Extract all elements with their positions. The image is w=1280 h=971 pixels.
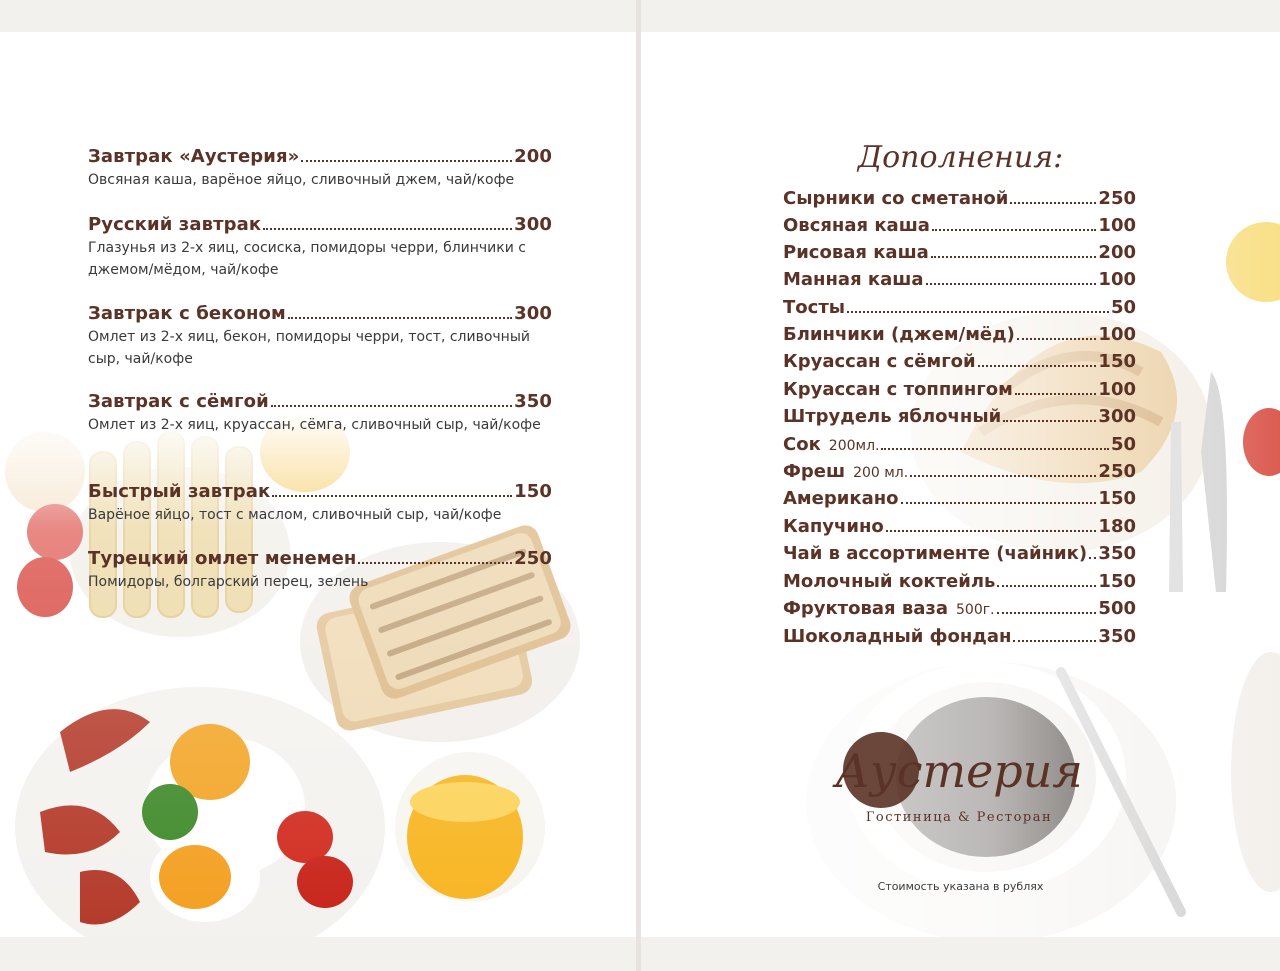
menu-item-description: Овсяная каша, варёное яйцо, сливочный джем, чай/кофе	[88, 172, 515, 188]
leader-dots	[1015, 393, 1097, 395]
extra-item-price: 180	[1098, 516, 1136, 537]
menu-item	[88, 481, 552, 526]
menu-page-left	[0, 32, 636, 937]
extra-item-name: Сок	[783, 434, 821, 455]
leader-dots	[847, 311, 1109, 313]
extra-item	[783, 379, 1136, 400]
leader-dots	[358, 562, 512, 564]
extra-item-name: Круассан с сёмгой	[783, 351, 976, 372]
extra-item-name: Штрудель яблочный	[783, 406, 1002, 427]
leader-dots	[271, 405, 512, 407]
extra-item-price: 100	[1098, 379, 1136, 400]
extra-item-name: Блинчики (джем/мёд)	[783, 324, 1015, 345]
menu-item-description: Помидоры, болгарский перец, зелень	[88, 574, 369, 590]
extra-item-note: 500г.	[956, 602, 995, 618]
menu-item-name: Турецкий омлет менемен	[88, 548, 357, 569]
extra-item-note: 200мл.	[828, 438, 880, 454]
extra-item-price: 50	[1110, 297, 1136, 318]
menu-item-name: Завтрак «Аустерия»	[88, 146, 300, 167]
extra-item	[783, 215, 1136, 236]
menu-item	[88, 548, 552, 593]
menu-item	[88, 303, 552, 370]
extra-item-price: 500	[1098, 598, 1136, 619]
extra-item-name: Шоколадный фондан	[783, 626, 1012, 647]
leader-dots	[263, 228, 512, 230]
leader-dots	[1010, 202, 1096, 204]
extra-item-name: Фреш	[783, 461, 846, 482]
extra-item	[783, 188, 1136, 209]
menu-item	[88, 391, 552, 436]
price-note: Стоимость указана в рублях	[877, 880, 1044, 893]
menu-item-price: 200	[514, 146, 552, 167]
restaurant-logo	[829, 722, 1089, 852]
leader-dots	[1003, 420, 1096, 422]
extra-item	[783, 488, 1136, 509]
extra-item-price: 350	[1098, 626, 1136, 647]
extra-item	[783, 626, 1136, 647]
extra-item-name: Рисовая каша	[783, 242, 929, 263]
leader-dots	[997, 612, 1097, 614]
extra-item-name: Манная каша	[783, 269, 924, 290]
extra-item	[783, 461, 1136, 482]
leader-dots	[901, 502, 1097, 504]
leader-dots	[288, 317, 512, 319]
menu-item	[88, 214, 552, 281]
extra-item	[783, 351, 1136, 372]
logo-wordmark: Аустерия	[835, 744, 1083, 798]
menu-item-name: Русский завтрак	[88, 214, 262, 235]
extra-item-price: 250	[1098, 461, 1136, 482]
extra-item	[783, 269, 1136, 290]
extra-item	[783, 543, 1136, 564]
extra-item-price: 50	[1110, 434, 1136, 455]
menu-item-price: 350	[514, 391, 552, 412]
extra-item-name: Фруктовая ваза	[783, 598, 948, 619]
extra-item-name: Американо	[783, 488, 899, 509]
menu-item-name: Быстрый завтрак	[88, 481, 271, 502]
extra-item-name: Тосты	[783, 297, 846, 318]
extra-item-note: 200 мл.	[853, 465, 909, 481]
menu-item-price: 300	[514, 214, 552, 235]
leader-dots	[272, 495, 512, 497]
extra-item-price: 100	[1098, 324, 1136, 345]
extra-item	[783, 242, 1136, 263]
extra-item-name: Овсяная каша	[783, 215, 930, 236]
extra-item	[783, 406, 1136, 427]
leader-dots	[1089, 557, 1096, 559]
extra-item	[783, 297, 1136, 318]
menu-item-price: 250	[514, 548, 552, 569]
extra-item-price: 250	[1098, 188, 1136, 209]
menu-item-description: Варёное яйцо, тост с маслом, сливочный сыр, чай/кофе	[88, 507, 502, 523]
logo-subtitle: Гостиница & Ресторан	[865, 810, 1053, 825]
extras-title: Дополнения:	[857, 140, 1064, 175]
extra-item-price: 350	[1098, 543, 1136, 564]
extra-item-name: Чай в ассортименте (чайник)	[783, 543, 1088, 564]
leader-dots	[301, 160, 512, 162]
extra-item	[783, 516, 1136, 537]
menu-item-name: Завтрак с сёмгой	[88, 391, 269, 412]
extra-item-name: Молочный коктейль	[783, 571, 996, 592]
leader-dots	[1013, 640, 1096, 642]
menu-item	[88, 146, 552, 191]
extra-item-price: 150	[1098, 351, 1136, 372]
extra-item-price: 100	[1098, 215, 1136, 236]
extra-item-price: 150	[1098, 488, 1136, 509]
leader-dots	[978, 365, 1097, 367]
menu-page-right	[641, 32, 1280, 937]
extra-item-name: Капучино	[783, 516, 884, 537]
extra-item-price: 100	[1098, 269, 1136, 290]
extra-item-name: Круассан с топпингом	[783, 379, 1013, 400]
leader-dots	[910, 475, 1096, 477]
extra-item-name: Сырники со сметаной	[783, 188, 1009, 209]
leader-dots	[932, 229, 1096, 231]
leader-dots	[926, 283, 1097, 285]
extra-item	[783, 434, 1136, 455]
extra-item	[783, 324, 1136, 345]
leader-dots	[931, 256, 1097, 258]
extra-item	[783, 598, 1136, 619]
menu-item-description: Омлет из 2-х яиц, бекон, помидоры черри, тост, сливочный сыр, чай/кофе	[88, 329, 530, 367]
leader-dots	[886, 530, 1097, 532]
extra-item-price: 150	[1098, 571, 1136, 592]
leader-dots	[1017, 338, 1097, 340]
extra-item-price: 300	[1098, 406, 1136, 427]
menu-item-description: Омлет из 2-х яиц, круассан, сёмга, сливочный сыр, чай/кофе	[88, 417, 541, 433]
menu-item-name: Завтрак с беконом	[88, 303, 286, 324]
menu-item-price: 150	[514, 481, 552, 502]
leader-dots	[997, 585, 1096, 587]
menu-item-price: 300	[514, 303, 552, 324]
extra-item-price: 200	[1098, 242, 1136, 263]
menu-item-description: Глазунья из 2-х яиц, сосиска, помидоры черри, блинчики с джемом/мёдом, чай/кофе	[88, 240, 526, 278]
leader-dots	[881, 448, 1108, 450]
extra-item	[783, 571, 1136, 592]
